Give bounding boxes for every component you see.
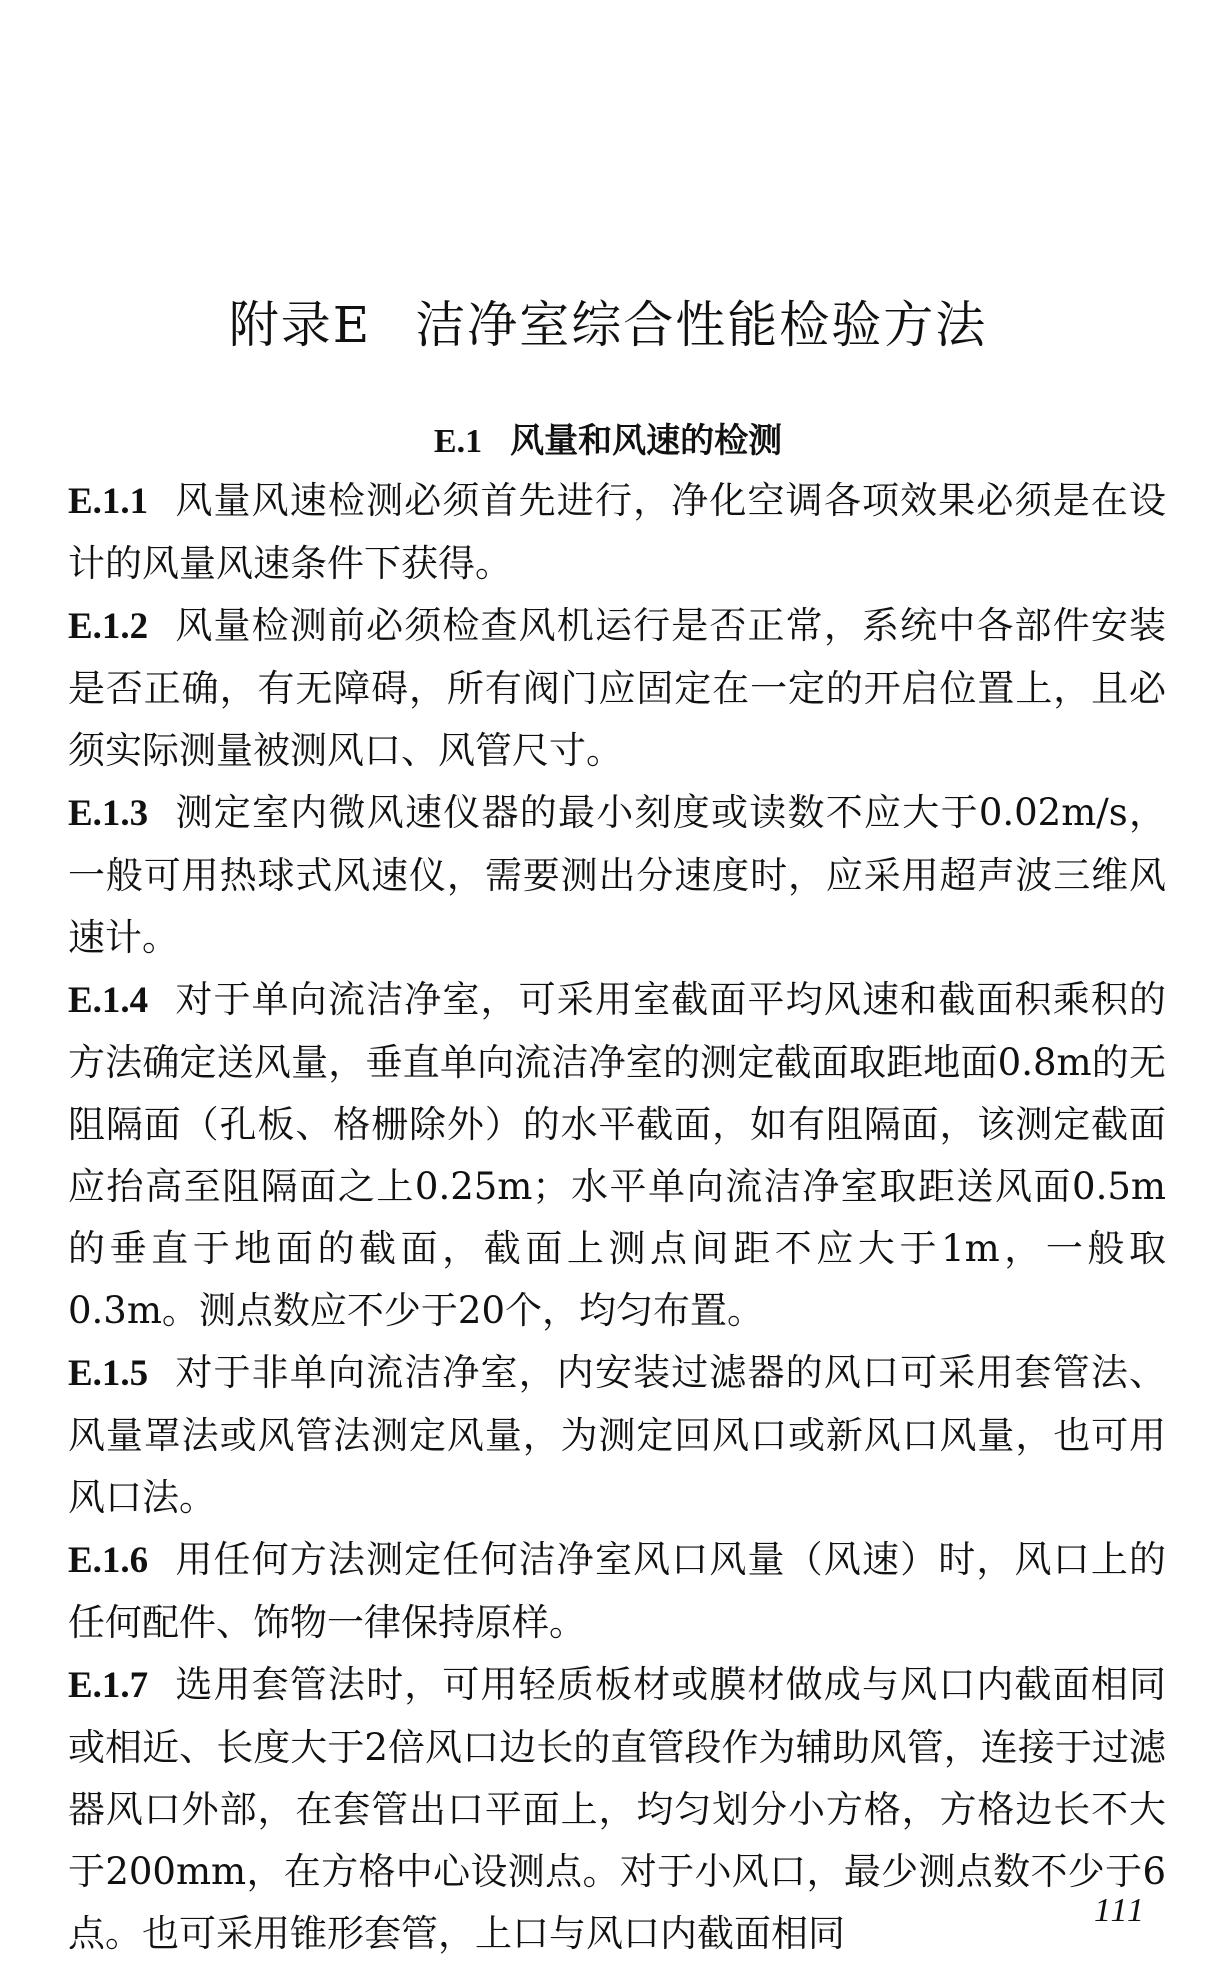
clause-e-1-4 (68, 969, 1166, 1342)
clause-text: 风量检测前必须检查风机运行是否正常，系统中各部件安装是否正确，有无障碍，所有阀门应固定在一定的开启位置上，且必须实际测量被测风口、风管尺寸。 (68, 604, 1166, 772)
section-title (0, 416, 1216, 467)
clause-e-1-1 (68, 470, 1166, 595)
clause-number: E.1.7 (68, 1665, 149, 1706)
clause-number: E.1.3 (68, 793, 149, 834)
clause-number: E.1.5 (68, 1353, 149, 1394)
clause-e-1-3 (68, 782, 1166, 969)
clause-e-1-2 (68, 595, 1166, 782)
page-number: 111 (1094, 1892, 1146, 1929)
clause-number: E.1.4 (68, 980, 149, 1021)
clause-text: 选用套管法时，可用轻质板材或膜材做成与风口内截面相同或相近、长度大于2倍风口边长的直管段作为辅助风管，连接于过滤器风口外部，在套管出口平面上，均匀划分小方格，方格边长不大于200mm，在方格中心设测点。对于小风口，最少测点数不少于6点。也可采用锥形套管，上口与风口内截面相同 (68, 1663, 1166, 1955)
clause-e-1-7 (68, 1654, 1166, 1965)
appendix-label: 附录E (228, 295, 372, 354)
clause-e-1-6 (68, 1529, 1166, 1654)
clause-text: 对于单向流洁净室，可采用室截面平均风速和截面积乘积的方法确定送风量，垂直单向流洁净室的测定截面取距地面0.8m的无阻隔面（孔板、格栅除外）的水平截面，如有阻隔面，该测定截面应抬高至阻隔面之上0.25m；水平单向流洁净室取距送风面0.5m的垂直于地面的截面，截面上测点间距不应大于1m，一般取0.3m。测点数应不少于20个，均匀布置。 (68, 978, 1166, 1332)
clause-number: E.1.1 (68, 481, 149, 522)
clause-text: 用任何方法测定任何洁净室风口风量（风速）时，风口上的任何配件、饰物一律保持原样。 (68, 1538, 1166, 1644)
clause-text: 测定室内微风速仪器的最小刻度或读数不应大于0.02m/s，一般可用热球式风速仪，需要测出分速度时，应采用超声波三维风速计。 (68, 791, 1166, 959)
section-number: E.1 (433, 423, 483, 461)
clause-list (68, 470, 1166, 1965)
section-heading: 风量和风速的检测 (510, 421, 783, 462)
appendix-heading: 洁净室综合性能检验方法 (415, 295, 988, 354)
clause-text: 对于非单向流洁净室，内安装过滤器的风口可采用套管法、风量罩法或风管法测定风量，为测定回风口或新风口风量，也可用风口法。 (68, 1351, 1166, 1519)
appendix-title (0, 290, 1216, 360)
clause-e-1-5 (68, 1342, 1166, 1529)
clause-number: E.1.6 (68, 1540, 149, 1581)
clause-number: E.1.2 (68, 606, 149, 647)
clause-text: 风量风速检测必须首先进行，净化空调各项效果必须是在设计的风量风速条件下获得。 (68, 479, 1166, 585)
